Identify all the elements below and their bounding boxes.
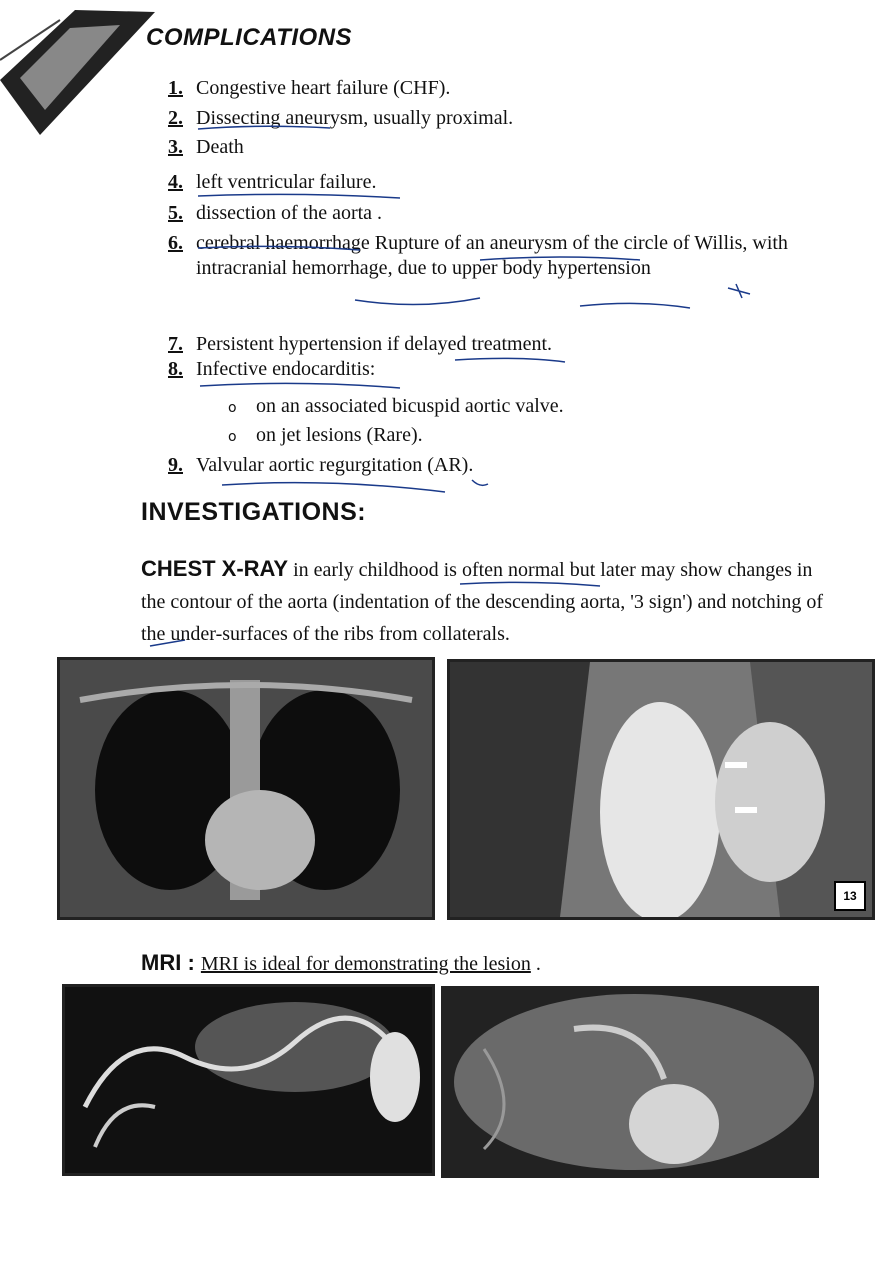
mri-label: MRI bbox=[141, 950, 182, 975]
list-item bbox=[168, 453, 788, 478]
list-item bbox=[168, 170, 788, 195]
complications-heading: COMPLICATIONS bbox=[146, 24, 353, 51]
chest-xray-text: in early childhood is often normal but later may show changes in the contour of the aorta (indentation of the descending aorta, '3 sign') and notching of the under-surfaces of the ribs from collaterals. bbox=[141, 559, 824, 645]
item-number: 5. bbox=[168, 202, 183, 224]
corner-decoration bbox=[0, 0, 160, 140]
item-text: Persistent hypertension if delayed treatment. bbox=[196, 333, 553, 355]
subitem-text: on an associated bicuspid aortic valve. bbox=[256, 395, 564, 417]
item-text: dissection of the aorta . bbox=[196, 202, 383, 224]
chest-xray-image-2 bbox=[447, 659, 875, 920]
mri-axial-image bbox=[444, 989, 816, 1175]
bullet-icon: o bbox=[228, 400, 237, 416]
mri-image-1 bbox=[62, 984, 435, 1176]
item-number: 4. bbox=[168, 171, 183, 193]
item-number: 8. bbox=[168, 358, 183, 380]
subitem-text: on jet lesions (Rare). bbox=[256, 424, 423, 446]
mri-sagittal-image bbox=[65, 987, 432, 1173]
item-number: 2. bbox=[168, 107, 183, 129]
item-text: Dissecting aneurysm, usually proximal. bbox=[196, 107, 514, 129]
mri-end: . bbox=[530, 953, 541, 975]
mri-separator: : bbox=[181, 950, 201, 975]
list-item bbox=[168, 357, 788, 382]
list-item bbox=[168, 76, 788, 101]
mri-line bbox=[141, 950, 541, 976]
item-number: 6. bbox=[168, 232, 183, 254]
list-item bbox=[168, 231, 796, 281]
list-subitem bbox=[228, 423, 423, 450]
chest-xray-paragraph bbox=[141, 553, 831, 650]
item-text: left ventricular failure. bbox=[196, 171, 377, 193]
list-item bbox=[168, 201, 788, 226]
xray-frontal-image bbox=[60, 660, 432, 917]
chest-xray-image-1 bbox=[57, 657, 435, 920]
item-number: 1. bbox=[168, 77, 183, 99]
item-number: 7. bbox=[168, 333, 183, 355]
xray-closeup-image bbox=[450, 662, 872, 917]
list-item bbox=[168, 332, 788, 357]
list-item bbox=[168, 106, 788, 131]
item-text: cerebral haemorrhage Rupture of an aneurysm of the circle of Willis, with intracranial hemorrhage, due to upper body hypertension bbox=[196, 232, 788, 279]
bullet-icon: o bbox=[228, 429, 237, 445]
mri-text: MRI is ideal for demonstrating the lesion bbox=[200, 953, 531, 975]
mri-image-2 bbox=[441, 986, 819, 1178]
item-text: Infective endocarditis: bbox=[196, 358, 376, 380]
item-number: 3. bbox=[168, 136, 183, 158]
item-number: 9. bbox=[168, 454, 183, 476]
list-subitem bbox=[228, 394, 564, 421]
item-text: Death bbox=[196, 136, 244, 158]
chest-xray-label: CHEST X-RAY bbox=[141, 556, 289, 581]
item-text: Congestive heart failure (CHF). bbox=[196, 77, 451, 99]
list-item bbox=[168, 135, 788, 160]
item-text: Valvular aortic regurgitation (AR). bbox=[196, 454, 474, 476]
image-number-badge: 13 bbox=[834, 881, 866, 911]
investigations-heading: INVESTIGATIONS: bbox=[141, 498, 367, 526]
